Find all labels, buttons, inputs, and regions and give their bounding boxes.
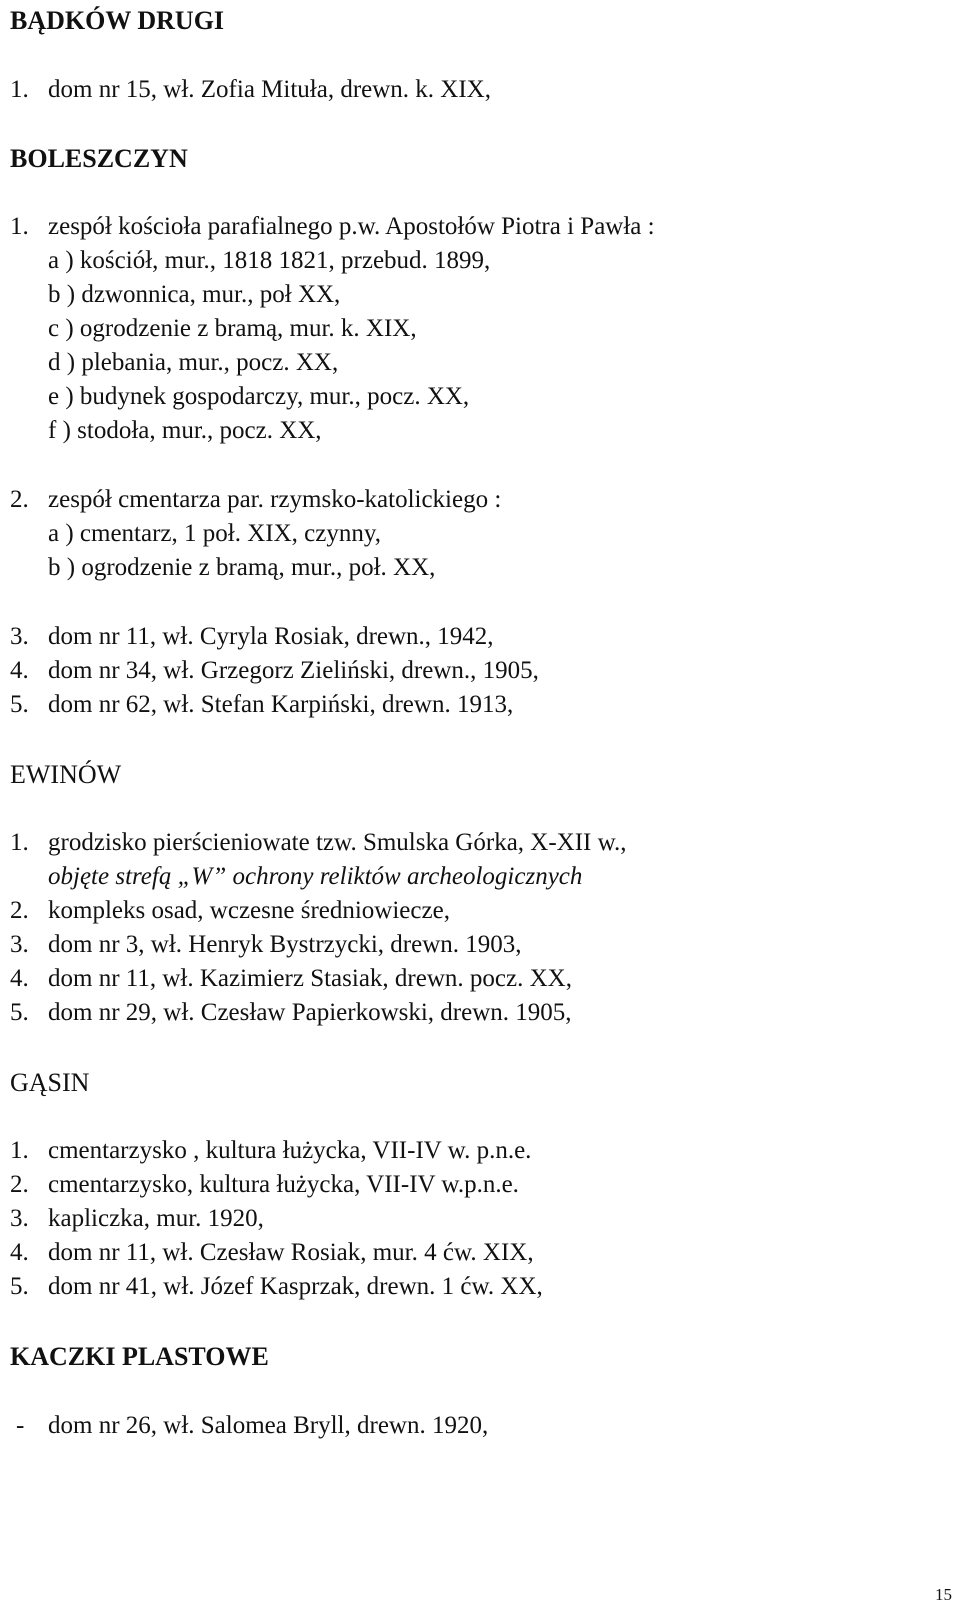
item-text: dom nr 11, wł. Cyryla Rosiak, drewn., 1942, [48, 623, 494, 650]
sub-item: d ) plebania, mur., pocz. XX, [48, 349, 339, 376]
sub-item: f ) stodoła, mur., pocz. XX, [48, 417, 322, 444]
item-text: dom nr 11, wł. Kazimierz Stasiak, drewn. pocz. XX, [48, 965, 572, 992]
item-text: zespół kościoła parafialnego p.w. Apostołów Piotra i Pawła : [48, 213, 655, 240]
item-number: 4. [10, 965, 29, 992]
item-number: 1. [10, 213, 29, 240]
item-text: cmentarzysko , kultura łużycka, VII-IV w. p.n.e. [48, 1137, 532, 1164]
item-text: cmentarzysko, kultura łużycka, VII-IV w.p.n.e. [48, 1171, 519, 1198]
item-text: dom nr 26, wł. Salomea Bryll, drewn. 1920, [48, 1412, 489, 1439]
item-text: grodzisko pierścieniowate tzw. Smulska Górka, X-XII w., [48, 829, 627, 856]
item-note: objęte strefą „W” ochrony reliktów archeologicznych [48, 863, 583, 890]
list-item [10, 75, 491, 105]
item-bullet: - [16, 1412, 25, 1439]
sub-item: e ) budynek gospodarczy, mur., pocz. XX, [48, 383, 470, 410]
list-item [10, 930, 522, 960]
item-text: zespół cmentarza par. rzymsko-katolickiego : [48, 486, 502, 513]
sub-item: a ) cmentarz, 1 poł. XIX, czynny, [48, 520, 381, 547]
item-number: 3. [10, 1205, 29, 1232]
item-number: 2. [10, 1171, 29, 1198]
item-number: 5. [10, 1273, 29, 1300]
item-number: 3. [10, 931, 29, 958]
item-number: 3. [10, 623, 29, 650]
item-number: 1. [10, 1137, 29, 1164]
section-heading-boleszczyn: BOLESZCZYN [10, 144, 188, 173]
section-heading-ewinow: EWINÓW [10, 760, 122, 789]
list-item [10, 828, 627, 858]
item-text: kompleks osad, wczesne średniowiecze, [48, 897, 450, 924]
section-heading-badkow-drugi: BĄDKÓW DRUGI [10, 6, 225, 35]
sub-item: b ) ogrodzenie z bramą, mur., poł. XX, [48, 554, 436, 581]
list-item [10, 690, 513, 720]
page-number: 15 [935, 1585, 952, 1604]
section-heading-gasin: GĄSIN [10, 1068, 90, 1097]
item-text: kapliczka, mur. 1920, [48, 1205, 264, 1232]
list-item [10, 1204, 264, 1234]
sub-item: b ) dzwonnica, mur., poł XX, [48, 281, 341, 308]
item-number: 2. [10, 486, 29, 513]
section-heading-kaczki-plastowe: KACZKI PLASTOWE [10, 1342, 269, 1371]
list-item [10, 964, 572, 994]
list-item [10, 998, 572, 1028]
item-text: dom nr 41, wł. Józef Kasprzak, drewn. 1 ćw. XX, [48, 1273, 543, 1300]
sub-item: a ) kościół, mur., 1818 1821, przebud. 1899, [48, 247, 491, 274]
list-item [10, 896, 450, 926]
item-number: 4. [10, 1239, 29, 1266]
item-number: 1. [10, 76, 29, 103]
list-item [10, 622, 494, 652]
list-item [10, 1411, 488, 1441]
list-item [10, 1136, 531, 1166]
list-item [10, 656, 539, 686]
sub-item: c ) ogrodzenie z bramą, mur. k. XIX, [48, 315, 417, 342]
list-item [10, 212, 655, 242]
item-number: 2. [10, 897, 29, 924]
list-item [10, 485, 501, 515]
item-text: dom nr 62, wł. Stefan Karpiński, drewn. 1913, [48, 691, 514, 718]
item-text: dom nr 11, wł. Czesław Rosiak, mur. 4 ćw. XIX, [48, 1239, 534, 1266]
list-item [10, 1170, 519, 1200]
list-item [10, 1238, 534, 1268]
item-text: dom nr 29, wł. Czesław Papierkowski, drewn. 1905, [48, 999, 572, 1026]
item-number: 4. [10, 657, 29, 684]
item-number: 5. [10, 999, 29, 1026]
item-number: 1. [10, 829, 29, 856]
item-text: dom nr 15, wł. Zofia Mituła, drewn. k. XIX, [48, 76, 491, 103]
item-text: dom nr 3, wł. Henryk Bystrzycki, drewn. 1903, [48, 931, 522, 958]
list-item [10, 1272, 543, 1302]
item-text: dom nr 34, wł. Grzegorz Zieliński, drewn., 1905, [48, 657, 539, 684]
item-number: 5. [10, 691, 29, 718]
